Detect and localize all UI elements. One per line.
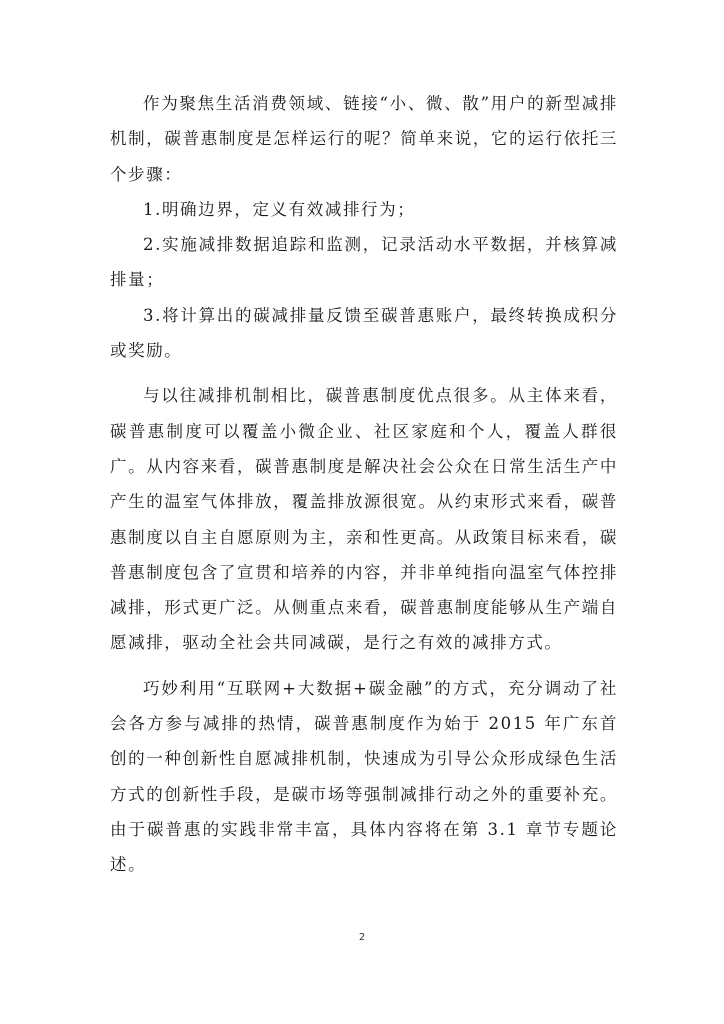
paragraph-step-3: 3.将计算出的碳减排量反馈至碳普惠账户，最终转换成积分或奖励。: [110, 305, 618, 361]
paragraph-advantages: 与以往减排机制相比，碳普惠制度优点很多。从主体来看，碳普惠制度可以覆盖小微企业、社区家庭和个人，覆盖人群很广。从内容来看，碳普惠制度是解决社会公众在日常生活生产中产生的温室气体排放，覆盖排放源很宽。从约束形式来看，碳普惠制度以自主自愿原则为主，亲和性更高。从政策目标来看，碳普惠制度包含了宣贯和培养的内容，并非单纯指向温室气体控排减排，形式更广泛。从侧重点来看，碳普惠制度能够从生产端自愿减排，驱动全社会共同减碳，是行之有效的减排方式。: [110, 386, 618, 653]
paragraph-intro: 作为聚焦生活消费领域、链接“小、微、散”用户的新型减排机制，碳普惠制度是怎样运行的呢？简单来说，它的运行依托三个步骤：: [110, 94, 618, 184]
body-text: [110, 86, 618, 883]
paragraph-step-1: 1.明确边界，定义有效减排行为；: [143, 199, 416, 219]
page-number: 2: [358, 932, 366, 943]
paragraph-step-2: 2.实施减排数据追踪和监测，记录活动水平数据，并核算减排量；: [110, 235, 618, 290]
paragraph-innovation: 巧妙利用“互联网+大数据+碳金融”的方式，充分调动了社会各方参与减排的热情，碳普惠制度作为始于 2015 年广东首创的一种创新性自愿减排机制，快速成为引导公众形成绿色生活方式的创新性手段，是碳市场等强制减排行动之外的重要补充。由于碳普惠的实践非常丰富，具体内容将在第 3.1 章节专题论述。: [110, 678, 618, 875]
